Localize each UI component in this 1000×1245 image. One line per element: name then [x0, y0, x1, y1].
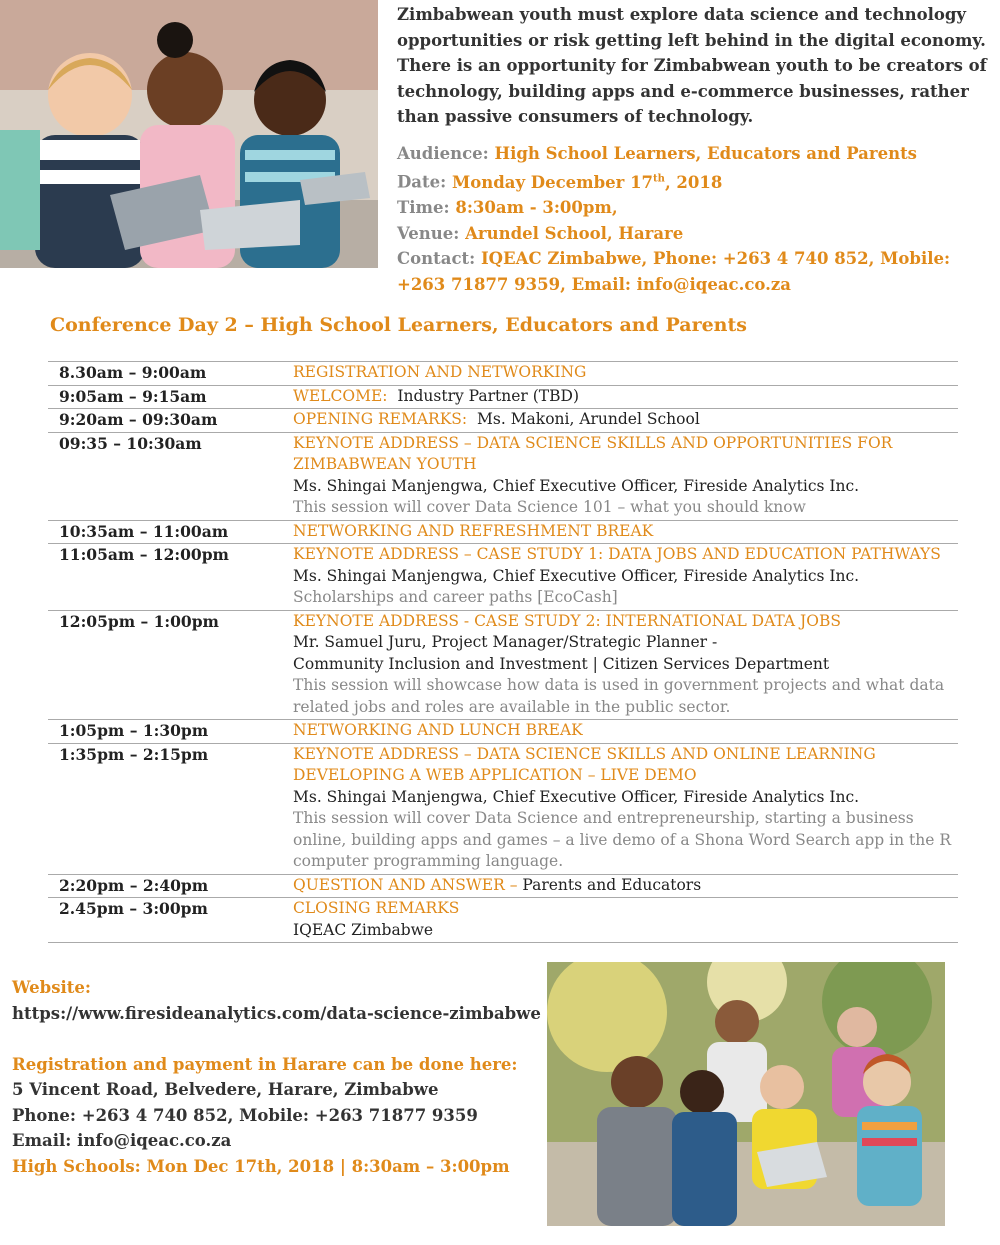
- session-inline-detail: Ms. Makoni, Arundel School: [467, 410, 700, 428]
- registration-label: Registration and payment in Harare can be done here:: [12, 1054, 518, 1074]
- session-title-line: [293, 720, 958, 742]
- contact-line: [397, 246, 987, 297]
- session-speaker: IQEAC Zimbabwe: [293, 920, 434, 939]
- session-description: Scholarships and career paths [EcoCash]: [293, 588, 618, 606]
- schedule-row: [48, 409, 958, 433]
- session-inline-detail: Parents and Educators: [517, 875, 702, 894]
- contact-value: IQEAC Zimbabwe, Phone: +263 4 740 852, Mobile: +263 71877 9359, Email: info@iqeac.co.za: [397, 249, 951, 294]
- session-title: CLOSING REMARKS: [293, 899, 460, 917]
- session-description: This session will showcase how data is used in government projects and what data related jobs and roles are available in the public sector.: [293, 676, 945, 716]
- schedule-table: [48, 361, 958, 943]
- session-title-line: [293, 744, 958, 766]
- schedule-time: 12:05pm – 1:00pm: [59, 611, 219, 631]
- session-speaker: Mr. Samuel Juru, Project Manager/Strategic Planner -: [293, 633, 718, 651]
- schedule-row: [48, 875, 958, 899]
- schedule-content: [293, 544, 958, 609]
- session-title-line: [293, 521, 958, 543]
- session-speaker: Ms. Shingai Manjengwa, Chief Executive Officer, Fireside Analytics Inc.: [293, 787, 860, 806]
- schedule-time: 09:35 – 10:30am: [59, 433, 202, 453]
- session-title-line: [293, 433, 958, 476]
- session-title-line: [293, 544, 958, 566]
- schedule-row: [48, 544, 958, 611]
- session-title-line: [293, 409, 958, 431]
- session-title: KEYNOTE ADDRESS - CASE STUDY 2: INTERNATIONAL DATA JOBS: [293, 611, 841, 630]
- email[interactable]: Email: info@iqeac.co.za: [12, 1131, 232, 1150]
- schedule-row: [48, 611, 958, 721]
- address: 5 Vincent Road, Belvedere, Harare, Zimbabwe: [12, 1080, 439, 1099]
- schedule-content: [293, 611, 958, 719]
- conference-title: Conference Day 2 – High School Learners, Educators and Parents: [50, 314, 747, 336]
- session-title: KEYNOTE ADDRESS – CASE STUDY 1: DATA JOBS AND EDUCATION PATHWAYS: [293, 545, 941, 563]
- schedule-content: [293, 409, 958, 431]
- schedule-row: [48, 386, 958, 410]
- schedule-content: [293, 521, 958, 543]
- session-title-line: [293, 611, 958, 633]
- session-description: This session will cover Data Science and entrepreneurship, starting a business online, building apps and games – a live demo of a Shona Word Search app in the R computer programming language.: [293, 809, 952, 870]
- session-title: NETWORKING AND REFRESHMENT BREAK: [293, 521, 654, 540]
- session-title: OPENING REMARKS:: [293, 410, 468, 428]
- phone: Phone: +263 4 740 852, Mobile: +263 71877 9359: [12, 1105, 478, 1125]
- time-value: 8:30am - 3:00pm,: [455, 198, 618, 218]
- venue-value: Arundel School, Harare: [465, 223, 684, 243]
- schedule-content: [293, 362, 958, 384]
- schedule-time: 9:05am – 9:15am: [59, 386, 207, 406]
- schedule-content: [293, 744, 958, 873]
- audience-value: High School Learners, Educators and Parents: [494, 144, 917, 163]
- event-details: [397, 141, 987, 297]
- session-inline-detail: Industry Partner (TBD): [387, 386, 580, 405]
- schedule-time: 10:35am – 11:00am: [59, 521, 229, 541]
- time-label: Time:: [397, 198, 450, 218]
- schedule-content: [293, 898, 958, 941]
- session-speaker: Ms. Shingai Manjengwa, Chief Executive Officer, Fireside Analytics Inc.: [293, 476, 860, 495]
- session-description: This session will cover Data Science 101 – what you should know: [293, 498, 806, 516]
- session-title-line: [293, 875, 958, 897]
- session-title: REGISTRATION AND NETWORKING: [293, 363, 587, 381]
- website-label: Website:: [12, 978, 91, 997]
- group-laptop-photo: [547, 962, 945, 1226]
- schedule-row: [48, 362, 958, 386]
- website-url[interactable]: https://www.firesideanalytics.com/data-science-zimbabwe: [12, 1003, 541, 1023]
- schedule-time: 9:20am – 09:30am: [59, 410, 218, 429]
- audience-line: [397, 141, 987, 166]
- session-title: KEYNOTE ADDRESS – DATA SCIENCE SKILLS AND OPPORTUNITIES FOR ZIMBABWEAN YOUTH: [293, 433, 893, 473]
- session-title: KEYNOTE ADDRESS – DATA SCIENCE SKILLS AND ONLINE LEARNING: [293, 744, 876, 763]
- audience-label: Audience:: [397, 144, 489, 163]
- venue-label: Venue:: [397, 223, 460, 243]
- schedule-line: High Schools: Mon Dec 17th, 2018 | 8:30am – 3:00pm: [12, 1156, 510, 1176]
- schedule-row: [48, 433, 958, 521]
- session-title-line: [293, 898, 958, 920]
- schedule-time: 1:05pm – 1:30pm: [59, 721, 209, 740]
- date-line: [397, 166, 987, 195]
- session-speaker-2: Community Inclusion and Investment | Citizen Services Department: [293, 654, 830, 673]
- schedule-content: [293, 720, 958, 742]
- schedule-row: [48, 521, 958, 545]
- schedule-row: [48, 720, 958, 744]
- schedule-time: 1:35pm – 2:15pm: [59, 744, 209, 764]
- time-line: [397, 195, 987, 220]
- intro-paragraph: Zimbabwean youth must explore data science and technology opportunities or risk getting left behind in the digital economy. There is an opportunity for Zimbabwean youth to be creators of technology, building apps and e-commerce businesses, rather than passive consumers of technology.: [397, 5, 987, 126]
- session-title: NETWORKING AND LUNCH BREAK: [293, 721, 583, 739]
- session-title-line: [293, 362, 958, 384]
- venue-line: [397, 221, 987, 246]
- schedule-content: [293, 433, 958, 519]
- schedule-time: 11:05am – 12:00pm: [59, 545, 229, 564]
- children-laptops-photo: [0, 0, 378, 268]
- schedule-content: [293, 386, 958, 408]
- session-title: QUESTION AND ANSWER –: [293, 875, 518, 894]
- schedule-time: 8.30am – 9:00am: [59, 363, 207, 382]
- contact-label: Contact:: [397, 249, 476, 269]
- session-title-line: [293, 386, 958, 408]
- session-title-2: DEVELOPING A WEB APPLICATION – LIVE DEMO: [293, 766, 697, 784]
- schedule-time: 2.45pm – 3:00pm: [59, 899, 208, 918]
- footer-info: [12, 975, 542, 1179]
- date-value: Monday December 17th, 2018: [451, 172, 723, 192]
- schedule-time: 2:20pm – 2:40pm: [59, 875, 209, 895]
- schedule-row: [48, 744, 958, 875]
- date-label: Date:: [397, 172, 447, 192]
- schedule-content: [293, 875, 958, 897]
- session-title: WELCOME:: [293, 386, 388, 405]
- session-speaker: Ms. Shingai Manjengwa, Chief Executive Officer, Fireside Analytics Inc.: [293, 566, 860, 585]
- schedule-row: [48, 898, 958, 943]
